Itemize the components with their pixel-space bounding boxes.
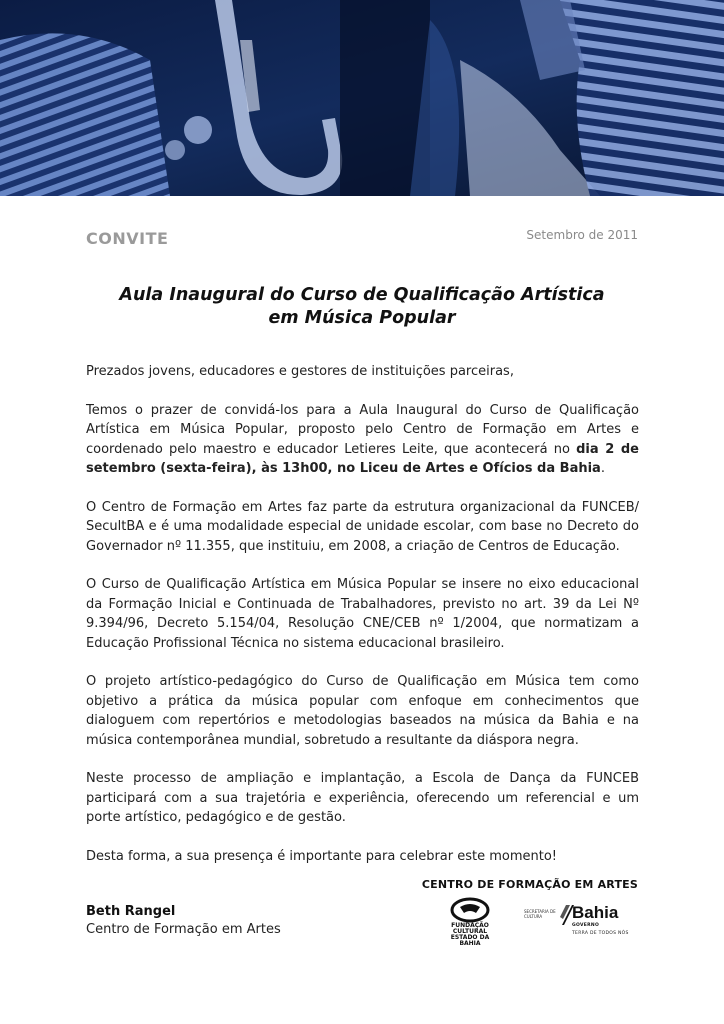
footer-logos [446, 897, 642, 945]
paragraph-1-end: . [600, 461, 605, 476]
bahia-wordmark: Bahia [572, 903, 619, 922]
event-details: dia 2 de setembro (sexta-feira), às 13h00, no Liceu de Artes e Ofícios da Bahia [86, 441, 639, 476]
paragraph-1 [86, 401, 639, 479]
paragraph-1-text: Temos o prazer de convidá-los para a Aula Inaugural do Curso de Qualificação Artística em Música Popular, proposto pelo Centro de Formação em Artes e coordenado pelo maestro e educador Letieres Leite, que acontecerá no [86, 402, 639, 457]
document-label: CONVITE [86, 229, 169, 248]
paragraph-5: Neste processo de ampliação e implantação, a Escola de Dança da FUNCEB participará com a sua trajetória e experiência, oferecendo um referencial e um porte artístico, pedagógico e de gestão. [86, 771, 639, 825]
header-photo [0, 0, 724, 196]
fundacao-cultural-text: FUNDAÇÃO CULTURAL ESTADO DA BAHIA [450, 922, 490, 947]
paragraph-3: O Curso de Qualificação Artística em Música Popular se insere no eixo educacional da Formação Inicial e Continuada de Trabalhadores, previsto no art. 39 da Lei Nº 9.394/96, Decreto 5.154/04, Resolução CNE/CEB nº 1/2004, que normatizam a Educação Profissional Técnica no sistema educacional brasileiro. [86, 577, 639, 651]
document-date: Setembro de 2011 [526, 228, 638, 242]
signature-name: Beth Rangel [86, 904, 176, 919]
centro-heading: CENTRO DE FORMAÇÃO EM ARTES [421, 878, 638, 891]
bahia-tagline: TERRA DE TODOS NÓS [572, 931, 629, 936]
greeting: Prezados jovens, educadores e gestores de instituições parceiras, [86, 364, 514, 379]
bahia-governo: GOVERNO [572, 923, 600, 928]
title-line-2: em Música Popular [268, 308, 456, 328]
fundacao-cultural-logo [446, 897, 494, 947]
fundacao-cultural-emblem-icon [446, 897, 494, 923]
paragraph-2: O Centro de Formação em Artes faz parte da estrutura organizacional da FUNCEB/ SecultBA e é uma modalidade especial de unidade escolar, com base no Decreto do Governador nº 11.355, que instituiu, em 2008, a criação de Centros de Educação. [86, 499, 639, 554]
letter-body [86, 362, 639, 885]
title-line-1: Aula Inaugural do Curso de Qualificação Artística [119, 285, 605, 305]
paragraph-6: Desta forma, a sua presença é importante para celebrar este momento! [86, 848, 558, 864]
paragraph-4: O projeto artístico-pedagógico do Curso de Qualificação em Música tem como objetivo a prática da música popular com enfoque em conhecimentos que dialoguem com repertórios e metodologias baseados na música da Bahia e na música contemporânea mundial, sobretudo a resultante da diáspora negra. [86, 674, 639, 748]
bahia-logo [560, 903, 642, 941]
secretaria-text: SECRETARIA DE CULTURA [524, 909, 556, 919]
document-title [86, 284, 638, 330]
signature-role: Centro de Formação em Artes [86, 922, 281, 937]
